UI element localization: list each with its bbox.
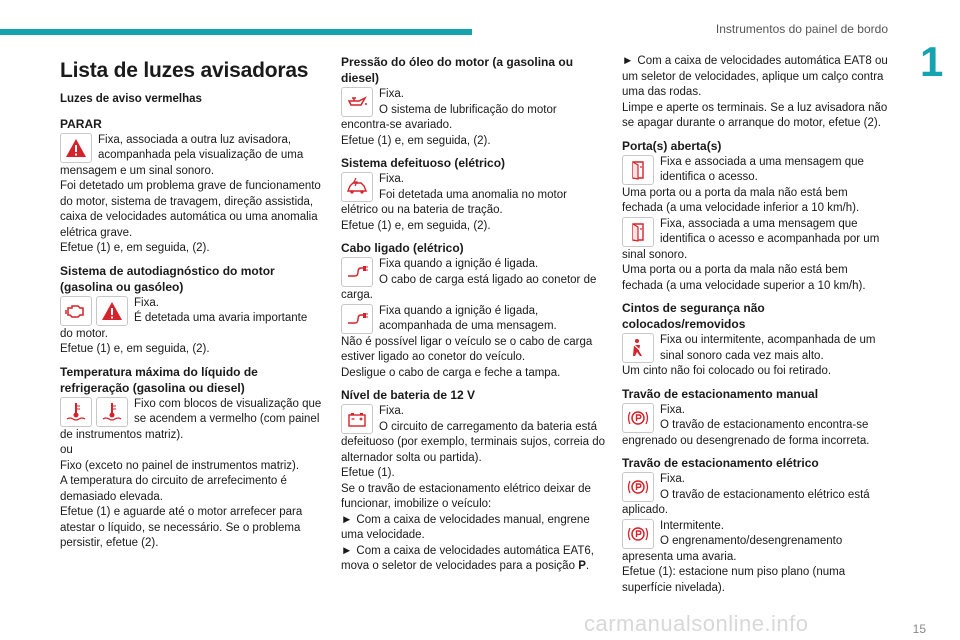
column-3 [622,54,890,596]
electric-fault-title: Sistema defeituoso (elétrico) [341,156,506,170]
electric-parking-brake-block-a: Fixa. O travão de estacionamento elétrico está aplicado. [622,473,870,516]
eat6-step: ► Com a caixa de velocidades automática EAT6, mova o seletor de velocidades para a posição P. [341,544,594,572]
door-open-icon [622,155,654,185]
manual-gearbox-step: ► Com a caixa de velocidades manual, engrene uma velocidade. [341,513,590,541]
door-open-block-b: Fixa, associada a uma mensagem que identifica o acesso e acompanhada por um sinal sonoro. Uma porta ou a porta da mala não está bem fechada (a uma velocidade superior a 10 km/h). [622,217,880,292]
charging-plug-icon [341,304,373,334]
subheading: Luzes de aviso vermelhas [60,93,202,105]
eat8-block: ► Com a caixa de velocidades automática EAT8 ou um seletor de velocidades, aplique um calço contra uma das rodas. Limpe e aperte os terminais. Se a luz avisadora não se apagar durante o arranque do motor, efetue (2). [622,54,890,132]
door-open-block-a: Fixa e associada a uma mensagem que identifica o acesso. Uma porta ou a porta da mala não está bem fechada (a uma velocidade inferior a 10 km/h). [622,155,864,214]
stop-warning-icon [60,133,92,163]
seatbelt-title: Cintos de segurança não colocados/removidos [622,301,765,331]
battery-12v-block: Fixa. O circuito de carregamento da bateria está defeituoso (por exemplo, terminais sujos, correia do alternador solta ou partida). Efetue (1). Se o travão de estacionamento elétrico deixar de funcionar, imobilize o veículo: ► Com a caixa de velocidades manual, engrene uma velocidade. ► Com a caixa de velocidades automática EAT6, mova o seletor de velocidades para a posição P. [341,404,605,575]
coolant-title: Temperatura máxima do líquido de refrigeração (gasolina ou diesel) [60,364,258,395]
page-title: Lista de luzes avisadoras [60,59,309,82]
electric-parking-brake-block-b: Intermitente. O engrenamento/desengrenamento apresenta uma avaria. Efetue (1): estacione num piso plano (numa superfície nivelada). [622,519,846,594]
header-accent-bar [0,29,472,35]
parar-title: PARAR [60,116,102,131]
oil-pressure-title: Pressão do óleo do motor (a gasolina ou diesel) [341,55,574,85]
column-1 [60,54,322,552]
parking-brake-icon [622,519,654,549]
bullet-arrow-icon: ► [622,55,634,67]
car-fault-icon [341,172,373,202]
coolant-block: Fixo com blocos de visualização que se acendem a vermelho (com painel de instrumentos matriz). ou Fixo (exceto no painel de instrumentos matriz). A temperatura do circuito de arrefecimento é demasiado elevada. Efetue (1) e aguarde até o motor arrefecer para atestar o líquido, se necessário. Se o problema persistir, efetue (2). [60,397,322,549]
section-title: Instrumentos do painel de bordo [715,22,888,36]
electric-fault-block: Fixa. Foi detetada uma anomalia no motor elétrico ou na bateria de tração. Efetue (1) e, em seguida, (2). [341,173,567,232]
seatbelt-block: Fixa ou intermitente, acompanhada de um sinal sonoro cada vez mais alto. Um cinto não foi colocado ou foi retirado. [622,334,876,377]
manual-parking-brake-block: Fixa. O travão de estacionamento encontra-se engrenado ou desengrenado de forma incorreta. [622,403,870,447]
parking-brake-icon [622,472,654,502]
column-2 [341,54,605,575]
page-number: 15 [912,622,926,636]
parking-brake-icon [622,403,654,433]
eat8-step: ► Com a caixa de velocidades automática EAT8 ou um seletor de velocidades, aplique um calço contra uma das rodas. [622,55,888,98]
chapter-tab [912,36,960,88]
cable-connected-block-b: Fixa quando a ignição é ligada, acompanhada de uma mensagem. Não é possível ligar o veículo se o cabo de carga estiver ligado ao conetor do veículo. Desligue o cabo de carga e feche a tampa. [341,304,593,379]
manual-parking-brake-title: Travão de estacionamento manual [622,386,819,401]
charging-plug-icon [341,257,373,287]
coolant-temperature-matrix-icon [96,397,128,427]
battery-icon [341,404,373,434]
parar-block: Fixa, associada a outra luz avisadora, acompanhada pela visualização de uma mensagem e um sinal sonoro. Foi detetado um problema grave de funcionamento do motor, sistema de travagem, direção assistida, caixa de velocidades automática ou uma anomalia elétrica grave. Efetue (1) e, em seguida, (2). [60,133,321,254]
door-open-icon [622,217,654,247]
warning-triangle-icon [96,296,128,326]
oil-pressure-block: Fixa. O sistema de lubrificação do motor encontra-se avariado. Efetue (1) e, em seguida, (2). [341,88,557,147]
seatbelt-icon [622,333,654,363]
chapter-number: 1 [920,38,944,85]
engine-icon [60,296,92,326]
bullet-arrow-icon: ► [341,544,353,557]
autodiag-block: Fixa. É detetada uma avaria importante do motor. Efetue (1) e, em seguida, (2). [60,296,308,355]
cable-connected-block-a: Fixa quando a ignição é ligada. O cabo de carga está ligado ao conetor de carga. [341,258,597,301]
cable-connected-title: Cabo ligado (elétrico) [341,241,464,255]
battery-12v-title: Nível de bateria de 12 V [341,388,476,402]
oil-can-icon [341,87,373,117]
electric-parking-brake-title: Travão de estacionamento elétrico [622,456,819,470]
bullet-arrow-icon: ► [341,513,353,526]
watermark: carmanualsonline.info [584,611,809,636]
coolant-temperature-icon [60,397,92,427]
door-open-title: Porta(s) aberta(s) [622,138,722,153]
autodiag-title: Sistema de autodiagnóstico do motor (gasolina ou gasóleo) [60,263,275,294]
